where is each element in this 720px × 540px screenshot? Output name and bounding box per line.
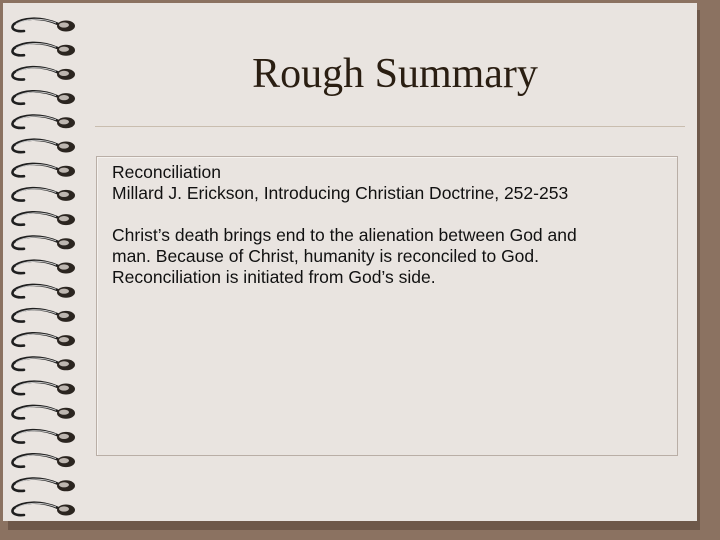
content-source: Millard J. Erickson, Introducing Christian Doctrine, 252-253 [112,183,569,203]
binding-ring [12,91,75,104]
binding-ring [12,188,75,201]
binding-ring [12,479,75,492]
binding-ring [12,164,75,177]
binding-ring [12,454,75,467]
slide-title: Rough Summary [252,51,538,97]
binding-ring [12,406,75,419]
paragraph-gap [112,204,672,225]
binding-ring [12,430,75,443]
paragraph-line: Reconciliation is initiated from God’s side. [112,267,436,287]
content-heading: Reconciliation [112,162,221,182]
paragraph-line: man. Because of Christ, humanity is reconciled to God. [112,246,540,266]
binding-ring [12,285,75,298]
binding-ring [12,19,75,32]
spiral-binding-rings-icon [0,0,90,540]
binding-ring [12,67,75,80]
binding-ring [12,237,75,250]
binding-ring [12,309,75,322]
binding-ring [12,140,75,153]
binding-ring [12,212,75,225]
paragraph-line: Christ’s death brings end to the alienation between God and [112,225,577,245]
slide-body [112,162,672,288]
binding-ring [12,261,75,274]
binding-ring [12,382,75,395]
binding-ring [12,43,75,56]
binding-ring [12,116,75,129]
binding-ring [12,358,75,371]
binding-ring [12,333,75,346]
title-divider [95,126,685,127]
binding-ring [12,503,75,516]
